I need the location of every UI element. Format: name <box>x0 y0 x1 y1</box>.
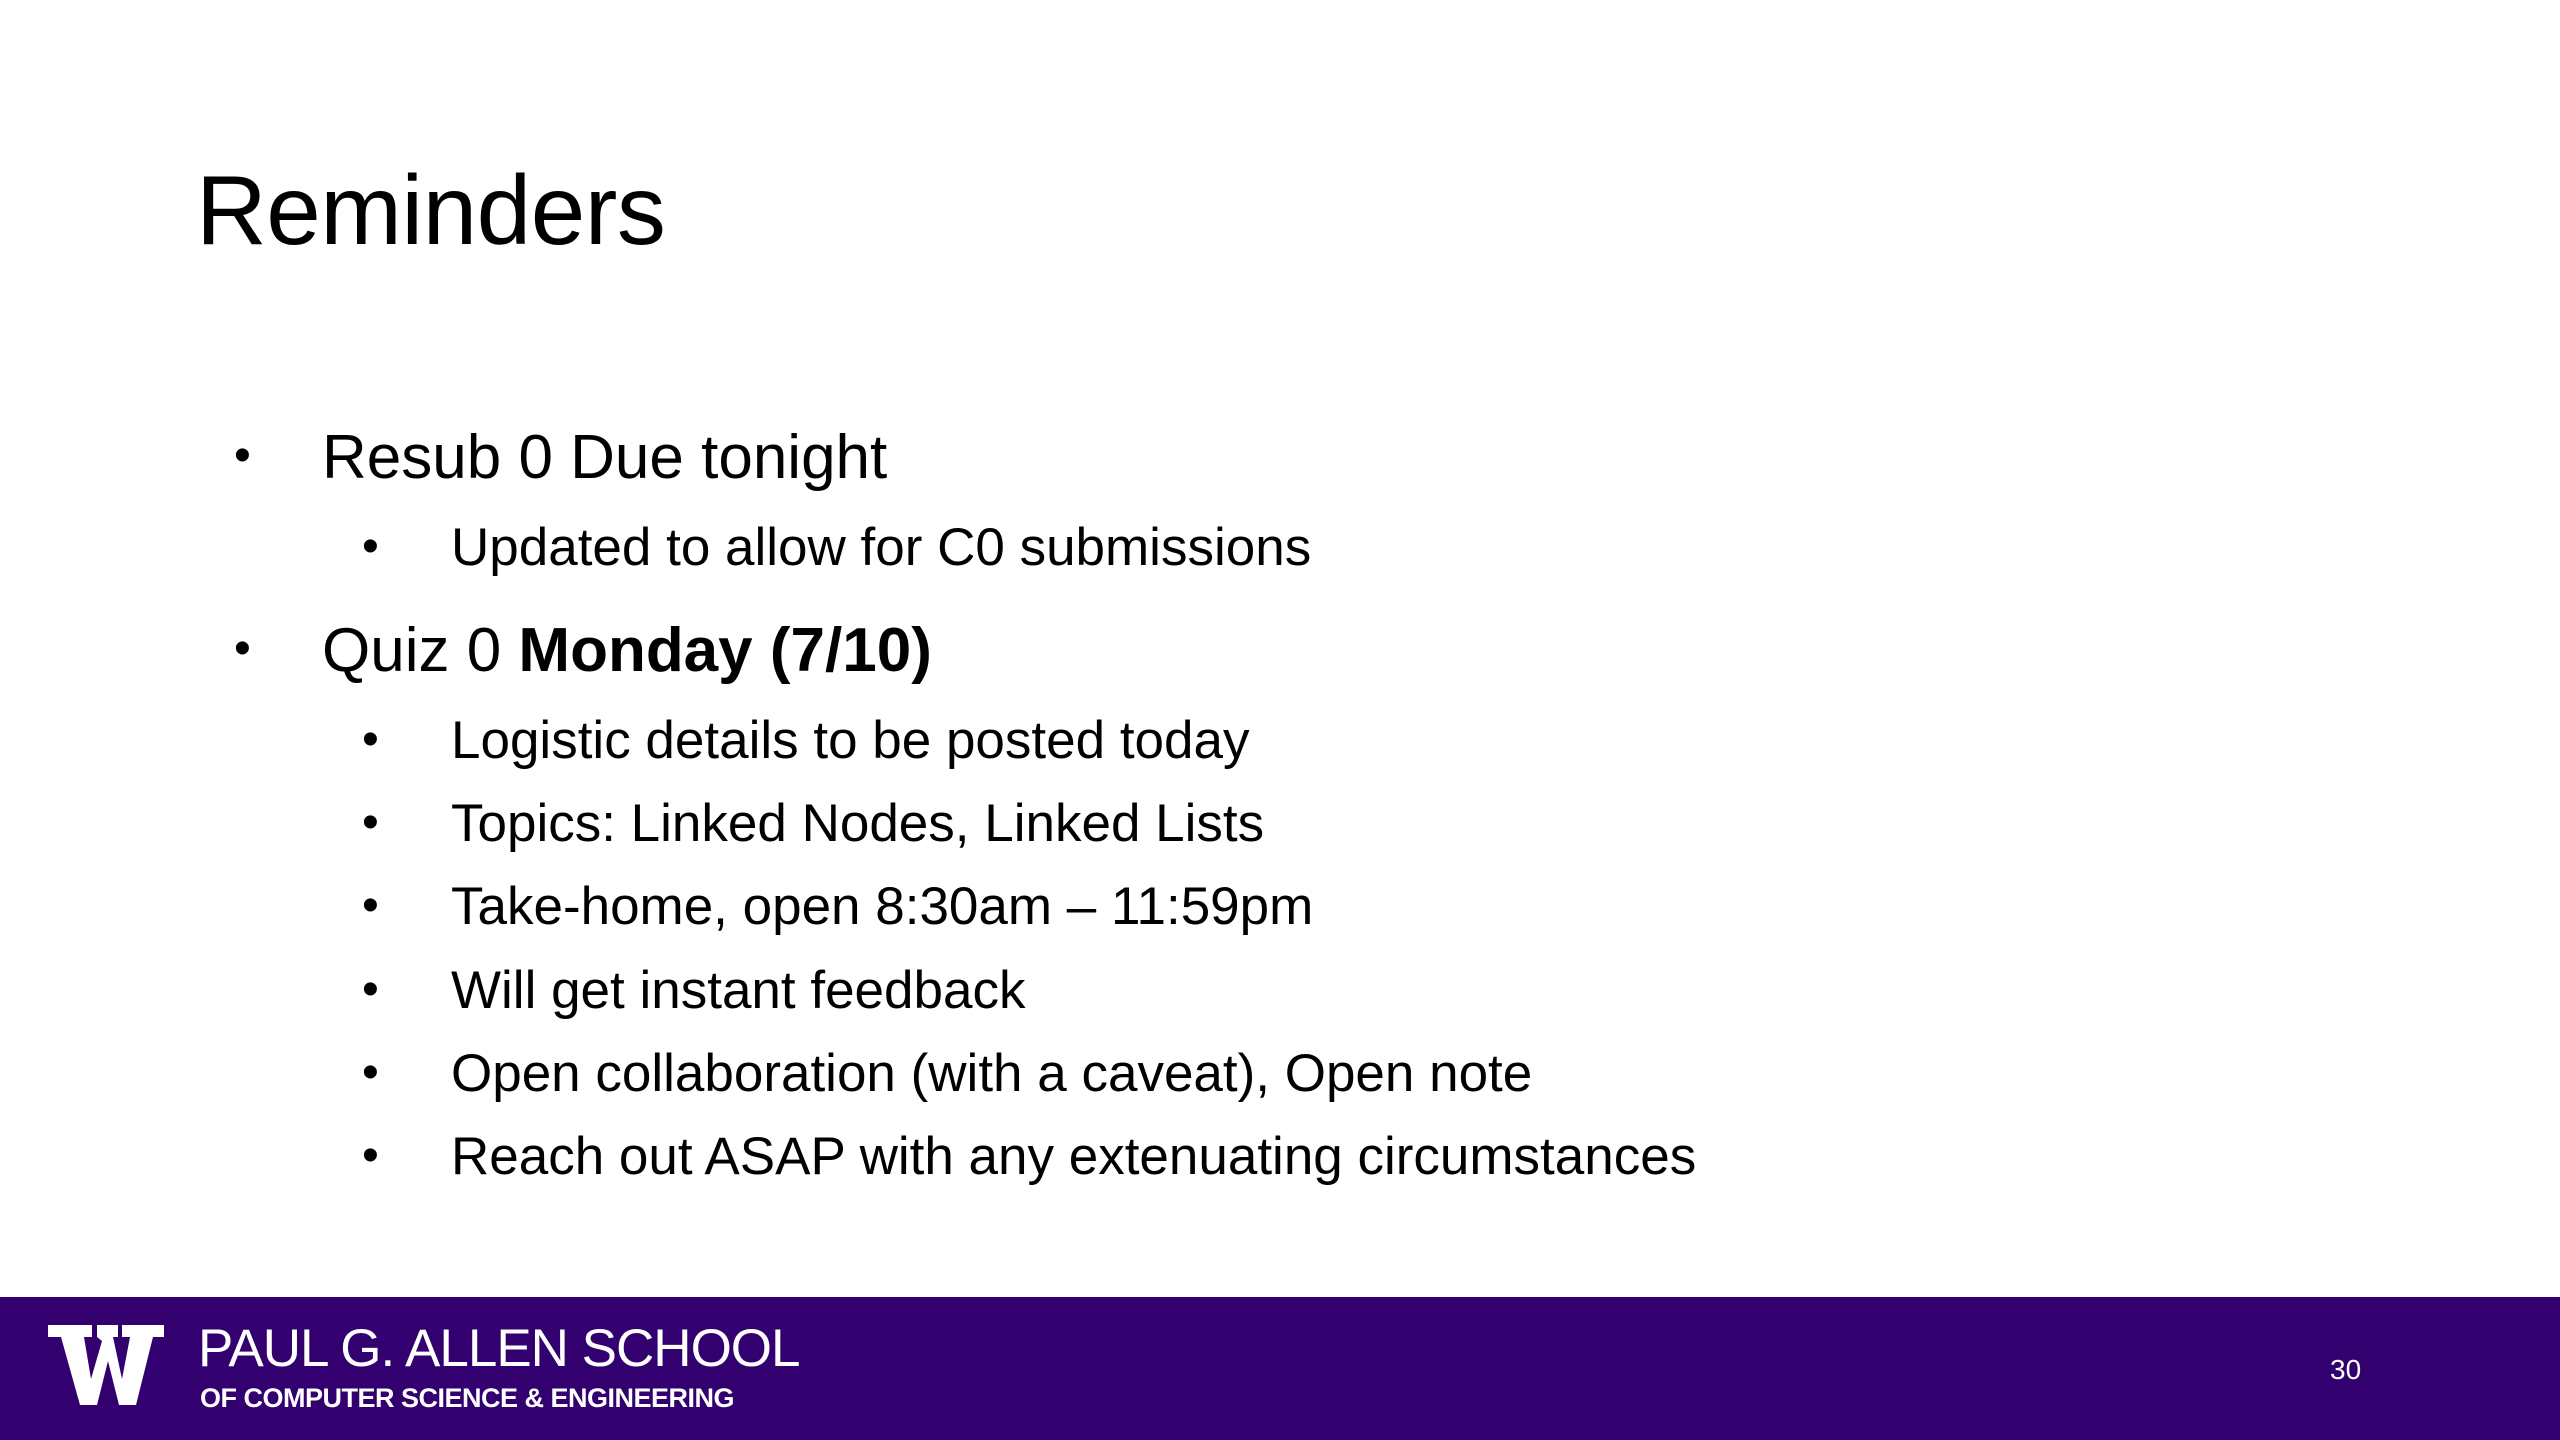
bullet-icon: • <box>234 429 251 482</box>
sub-bullet-item <box>362 956 1026 1026</box>
bullet-icon: • <box>362 713 379 766</box>
bullet-icon: • <box>362 1129 379 1182</box>
bullet-icon: • <box>362 520 379 573</box>
sub-bullet-text: Logistic details to be posted today <box>451 711 1250 770</box>
sub-bullet-item <box>362 1122 1697 1192</box>
bullet-icon: • <box>362 796 379 849</box>
sub-bullet-text: Take-home, open 8:30am – 11:59pm <box>451 877 1314 936</box>
slide-title: Reminders <box>196 155 666 265</box>
page-number: 30 <box>2330 1354 2362 1385</box>
bullet-icon: • <box>234 622 251 675</box>
sub-bullet-text: Open collaboration (with a caveat), Open note <box>451 1044 1533 1103</box>
sub-bullet-item <box>362 706 1250 776</box>
school-name: PAUL G. ALLEN SCHOOL <box>198 1319 800 1378</box>
sub-bullet-text: Reach out ASAP with any extenuating circumstances <box>451 1127 1697 1186</box>
sub-bullet-text: Topics: Linked Nodes, Linked Lists <box>451 794 1265 853</box>
sub-bullet-text: Updated to allow for C0 submissions <box>451 518 1312 577</box>
bullet-text-bold: Monday (7/10) <box>518 616 932 685</box>
sub-bullet-item <box>362 872 1314 942</box>
bullet-item-quiz <box>234 611 932 691</box>
bullet-item-resub <box>234 418 888 498</box>
bullet-text: Resub 0 Due tonight <box>322 423 888 492</box>
bullet-icon: • <box>362 1046 379 1099</box>
footer-bar <box>0 1297 2560 1440</box>
sub-bullet-item <box>362 513 1312 583</box>
uw-w-logo-icon <box>46 1319 166 1411</box>
bullet-icon: • <box>362 963 379 1016</box>
bullet-text-prefix: Quiz 0 <box>322 616 519 685</box>
sub-bullet-item <box>362 789 1265 859</box>
bullet-icon: • <box>362 879 379 932</box>
sub-bullet-item <box>362 1039 1533 1109</box>
sub-bullet-text: Will get instant feedback <box>451 961 1026 1020</box>
school-subtitle: OF COMPUTER SCIENCE & ENGINEERING <box>200 1383 735 1413</box>
